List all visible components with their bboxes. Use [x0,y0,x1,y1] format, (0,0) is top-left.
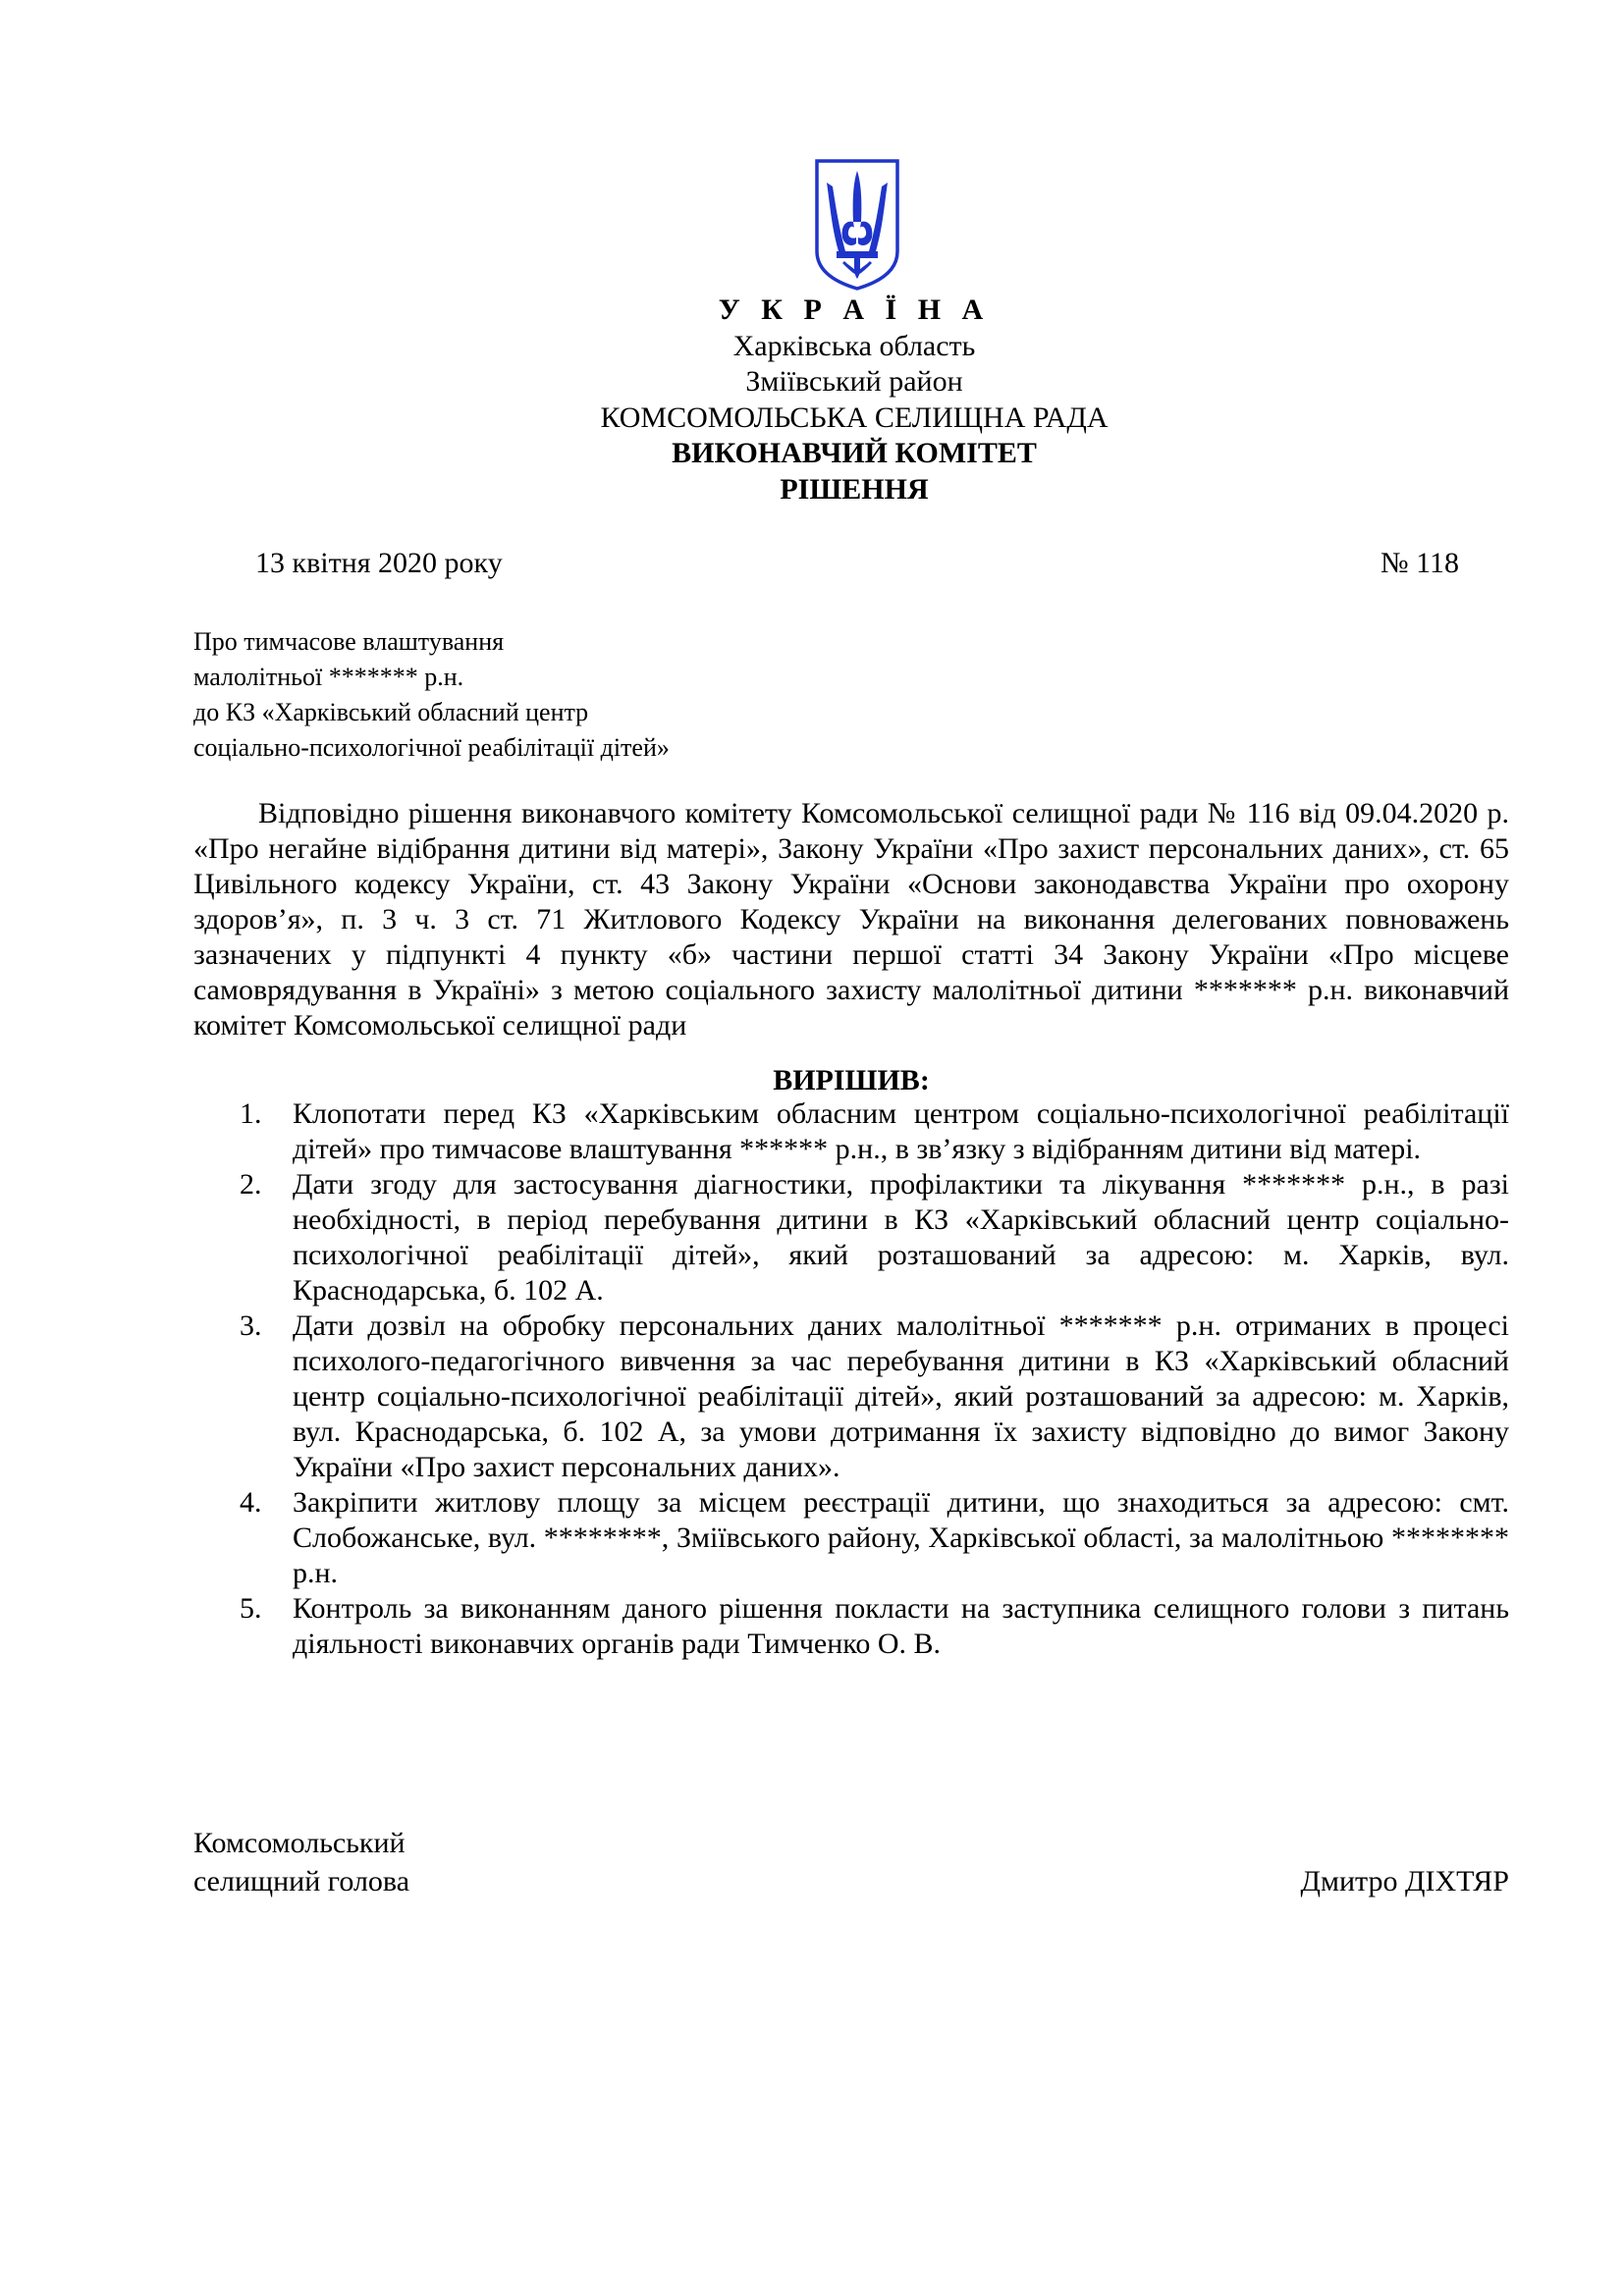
item-text: Клопотати перед КЗ «Харківським обласним центром соціально-психологічної реабілітації дітей» про тимчасове влаштування ****** р.н., в зв’язку з відібранням дитини від матері. [293,1097,1509,1165]
resolve-heading: ВИРІШИВ: [773,1064,930,1096]
item-number: 5. [240,1592,262,1625]
document-date: 13 квітня 2020 року [255,547,503,579]
document-header [0,293,1624,507]
committee-name: ВИКОНАВЧИЙ КОМІТЕТ [672,437,1037,469]
item-number: 3. [240,1309,262,1342]
country-name: У К Р А Ї Н А [718,294,991,326]
item-text: Закріпити житлову площу за місцем реєстрації дитини, що знаходиться за адресою: смт. Слобожанське, вул. ********, Зміївського району, Харківської області, за малолітньою ******** р.н. [293,1486,1509,1589]
date-number-row [255,546,1459,581]
item-text: Контроль за виконанням даного рішення покласти на заступника селищного голови з питань діяльності виконавчих органів ради Тимченко О. В. [293,1592,1509,1660]
item-number: 4. [240,1486,262,1519]
region-name: Харківська область [732,329,976,362]
list-item [193,1591,1509,1662]
document-number: № 118 [1380,547,1459,579]
district-name: Зміївський район [745,365,963,398]
list-item [193,1485,1509,1591]
list-item [193,1308,1509,1485]
item-text: Дати дозвіл на обробку персональних даних малолітньої ******* р.н. отриманих в процесі психолого-педагогічного вивчення за час перебування дитини в КЗ «Харківський обласний центр соціально-психологічної реабілітації дітей», який розташований за адресою: м. Харків, вул. Краснодарська, б. 102 А, за умови дотримання їх захисту відповідно до вимог Закону України «Про захист персональних даних». [293,1309,1509,1483]
trident-coat-of-arms-icon [813,157,901,293]
council-name: КОМСОМОЛЬСЬКА СЕЛИЩНА РАДА [600,400,1109,434]
resolution-items [193,1096,1509,1662]
subject-line: соціально-психологічної реабілітації дітей» [193,733,670,762]
preamble-paragraph: Відповідно рішення виконавчого комітету Комсомольської селищної ради № 116 від 09.04.2020 р. «Про негайне відібрання дитини від матері», Закону України «Про захист персональних даних», ст. 65 Цивільного кодексу України, ст. 43 Закону України «Основи законодавства України про охорону здоров’я», п. 3 ч. 3 ст. 71 Житлового Кодексу України на виконання делегованих повноважень зазначених у підпункті 4 пункту «б» частини першої статті 34 Закону України «Про місцеве самоврядування в Україні» з метою соціального захисту малолітньої дитини ******* р.н. виконавчий комітет Комсомольської селищної ради [193,797,1509,1041]
subject-line: Про тимчасове влаштування [193,627,505,656]
signatory-name: Дмитро ДІХТЯР [1300,1865,1509,1897]
item-number: 1. [240,1097,262,1130]
signature-block [193,1824,1509,1900]
subject-line: малолітньої ******* р.н. [193,663,464,691]
list-item [193,1167,1509,1308]
item-number: 2. [240,1168,262,1201]
subject-line: до КЗ «Харківський обласний центр [193,698,589,726]
signatory-title-line: селищний голова [193,1865,410,1897]
item-text: Дати згоду для застосування діагностики, профілактики та лікування ******* р.н., в разі необхідності, в період перебування дитини в КЗ «Харківський обласний центр соціально-психологічної реабілітації дітей», який розташований за адресою: м. Харків, вул. Краснодарська, б. 102 А. [293,1168,1509,1307]
document-subject [193,624,881,766]
signatory-title-line: Комсомольський [193,1827,406,1859]
document-type: РІШЕННЯ [780,472,929,506]
list-item [193,1096,1509,1167]
